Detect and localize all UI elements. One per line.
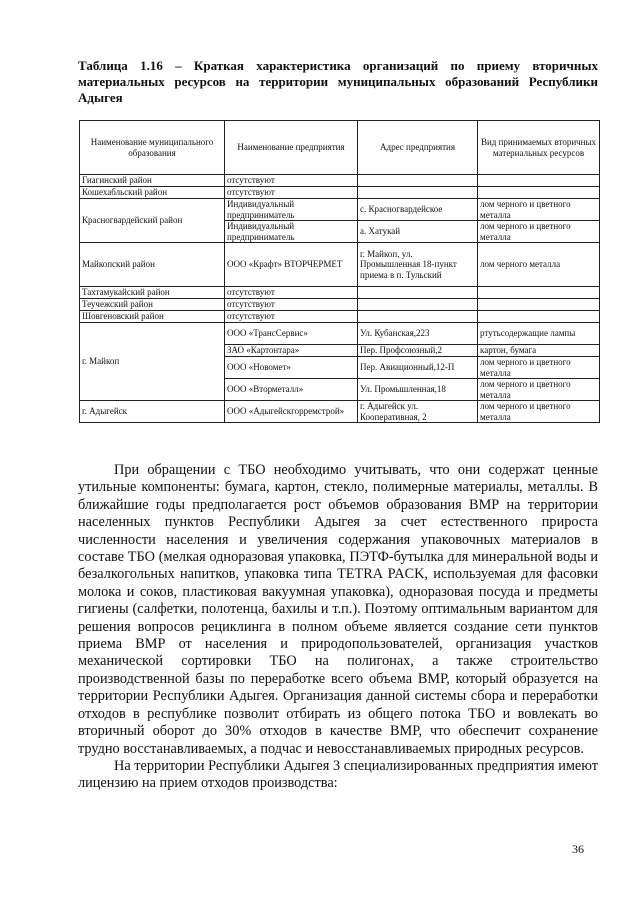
- table-row: [80, 323, 600, 345]
- cell-enterprise: Индивидуальный предприниматель: [225, 221, 358, 243]
- table-row: [80, 175, 600, 187]
- cell-address: г. Майкоп, ул. Промышленная 18-пункт приема в п. Тульский: [358, 243, 478, 287]
- table-row: [80, 311, 600, 323]
- cell-enterprise: ООО «Крафт» ВТОРЧЕРМЕТ: [225, 243, 358, 287]
- cell-enterprise: ООО «Адыгейскгорремстрой»: [225, 401, 358, 423]
- cell-municipality: Шовгеновский район: [80, 311, 225, 323]
- cell-resource-type: лом черного и цветного металла: [478, 221, 600, 243]
- cell-address: [358, 175, 478, 187]
- cell-enterprise: отсутствуют: [225, 187, 358, 199]
- cell-municipality: Кошехабльский район: [80, 187, 225, 199]
- cell-resource-type: картон, бумага: [478, 345, 600, 357]
- cell-enterprise: отсутствуют: [225, 299, 358, 311]
- header-resource-type: Вид принимаемых вторичных материальных ресурсов: [478, 121, 600, 175]
- body-text: [78, 462, 598, 793]
- cell-resource-type: [478, 311, 600, 323]
- cell-resource-type: лом черного металла: [478, 243, 600, 287]
- cell-resource-type: [478, 287, 600, 299]
- cell-resource-type: [478, 187, 600, 199]
- cell-address: Ул. Кубанская,223: [358, 323, 478, 345]
- cell-address: [358, 311, 478, 323]
- cell-enterprise: ЗАО «Картонтара»: [225, 345, 358, 357]
- cell-resource-type: лом черного и цветного металла: [478, 379, 600, 401]
- table-row: [80, 187, 600, 199]
- paragraph: На территории Республики Адыгея 3 специализированных предприятия имеют лицензию на прием отходов производства:: [78, 757, 598, 792]
- header-enterprise: Наименование предприятия: [225, 121, 358, 175]
- cell-municipality: г. Адыгейск: [80, 401, 225, 423]
- cell-municipality: Теучежский район: [80, 299, 225, 311]
- cell-municipality: Тахтамукайский район: [80, 287, 225, 299]
- cell-enterprise: ООО «Вторметалл»: [225, 379, 358, 401]
- cell-resource-type: лом черного и цветного металла: [478, 199, 600, 221]
- cell-enterprise: отсутствуют: [225, 287, 358, 299]
- table-row: [80, 401, 600, 423]
- cell-address: Ул. Промышленная,18: [358, 379, 478, 401]
- organizations-table: [79, 120, 600, 423]
- header-municipality: Наименование муниципального образования: [80, 121, 225, 175]
- cell-address: [358, 287, 478, 299]
- cell-municipality: г. Майкоп: [80, 323, 225, 401]
- cell-enterprise: отсутствуют: [225, 175, 358, 187]
- cell-resource-type: лом черного и цветного металла: [478, 357, 600, 379]
- cell-address: г. Адыгейск ул. Кооперативная, 2: [358, 401, 478, 423]
- cell-address: с. Красногвардейское: [358, 199, 478, 221]
- table-caption: Таблица 1.16 – Краткая характеристика организаций по приему вторичных материальных ресурсов на территории муниципальных образований Республики Адыгея: [78, 58, 598, 105]
- table-row: [80, 287, 600, 299]
- paragraph: При обращении с ТБО необходимо учитывать, что они содержат ценные утильные компоненты: бумага, картон, стекло, полимерные материалы, металлы. В ближайшие годы предполагается рост объемов образования ВМР на территории населенных пунктов Республики Адыгея за счет естественного прироста численности населения и увеличения содержания упаковочных материалов в составе ТБО (мелкая одноразовая упаковка, ПЭТФ-бутылка для минеральной воды и безалкогольных напитков, упаковка типа TETRA PACK, используемая для фасовки молока и соков, пластиковая вакуумная упаковка), одноразовая посуда и предметы гигиены (салфетки, полотенца, бахилы и т.п.). Поэтому оптимальным вариантом для решения вопросов рециклинга в полном объеме является создание сети пунктов приема ВМР от населения и природопользователей, организация участков механической сортировки ТБО на полигонах, а также строительство производственной базы по переработке всего объема ВМР, который образуется на территории Республики Адыгея. Организация данной системы сбора и переработки отходов в республике позволит отбирать из общего потока ТБО и вовлекать во вторичный оборот до 30% отходов в качестве ВМР, что обеспечит сохранение трудно восстанавливаемых, а подчас и невосстанавливаемых природных ресурсов.: [78, 462, 598, 757]
- cell-resource-type: [478, 175, 600, 187]
- page-number: 36: [572, 842, 584, 856]
- table-row: [80, 299, 600, 311]
- cell-address: [358, 187, 478, 199]
- cell-address: [358, 299, 478, 311]
- cell-enterprise: Индивидуальный предприниматель: [225, 199, 358, 221]
- cell-enterprise: ООО «Новомет»: [225, 357, 358, 379]
- cell-address: Пер. Авиационный,12-П: [358, 357, 478, 379]
- cell-enterprise: отсутствуют: [225, 311, 358, 323]
- cell-enterprise: ООО «ТрансСервис»: [225, 323, 358, 345]
- cell-resource-type: лом черного и цветного металла: [478, 401, 600, 423]
- table-header-row: [80, 121, 600, 175]
- cell-municipality: Майкопский район: [80, 243, 225, 287]
- cell-address: а. Хатукай: [358, 221, 478, 243]
- cell-resource-type: [478, 299, 600, 311]
- cell-municipality: Красногвардейский район: [80, 199, 225, 243]
- table-row: [80, 199, 600, 221]
- cell-municipality: Гиагинский район: [80, 175, 225, 187]
- cell-address: Пер. Профсоюзный,2: [358, 345, 478, 357]
- table-row: [80, 243, 600, 287]
- header-address: Адрес предприятия: [358, 121, 478, 175]
- cell-resource-type: ртутьсодержащие лампы: [478, 323, 600, 345]
